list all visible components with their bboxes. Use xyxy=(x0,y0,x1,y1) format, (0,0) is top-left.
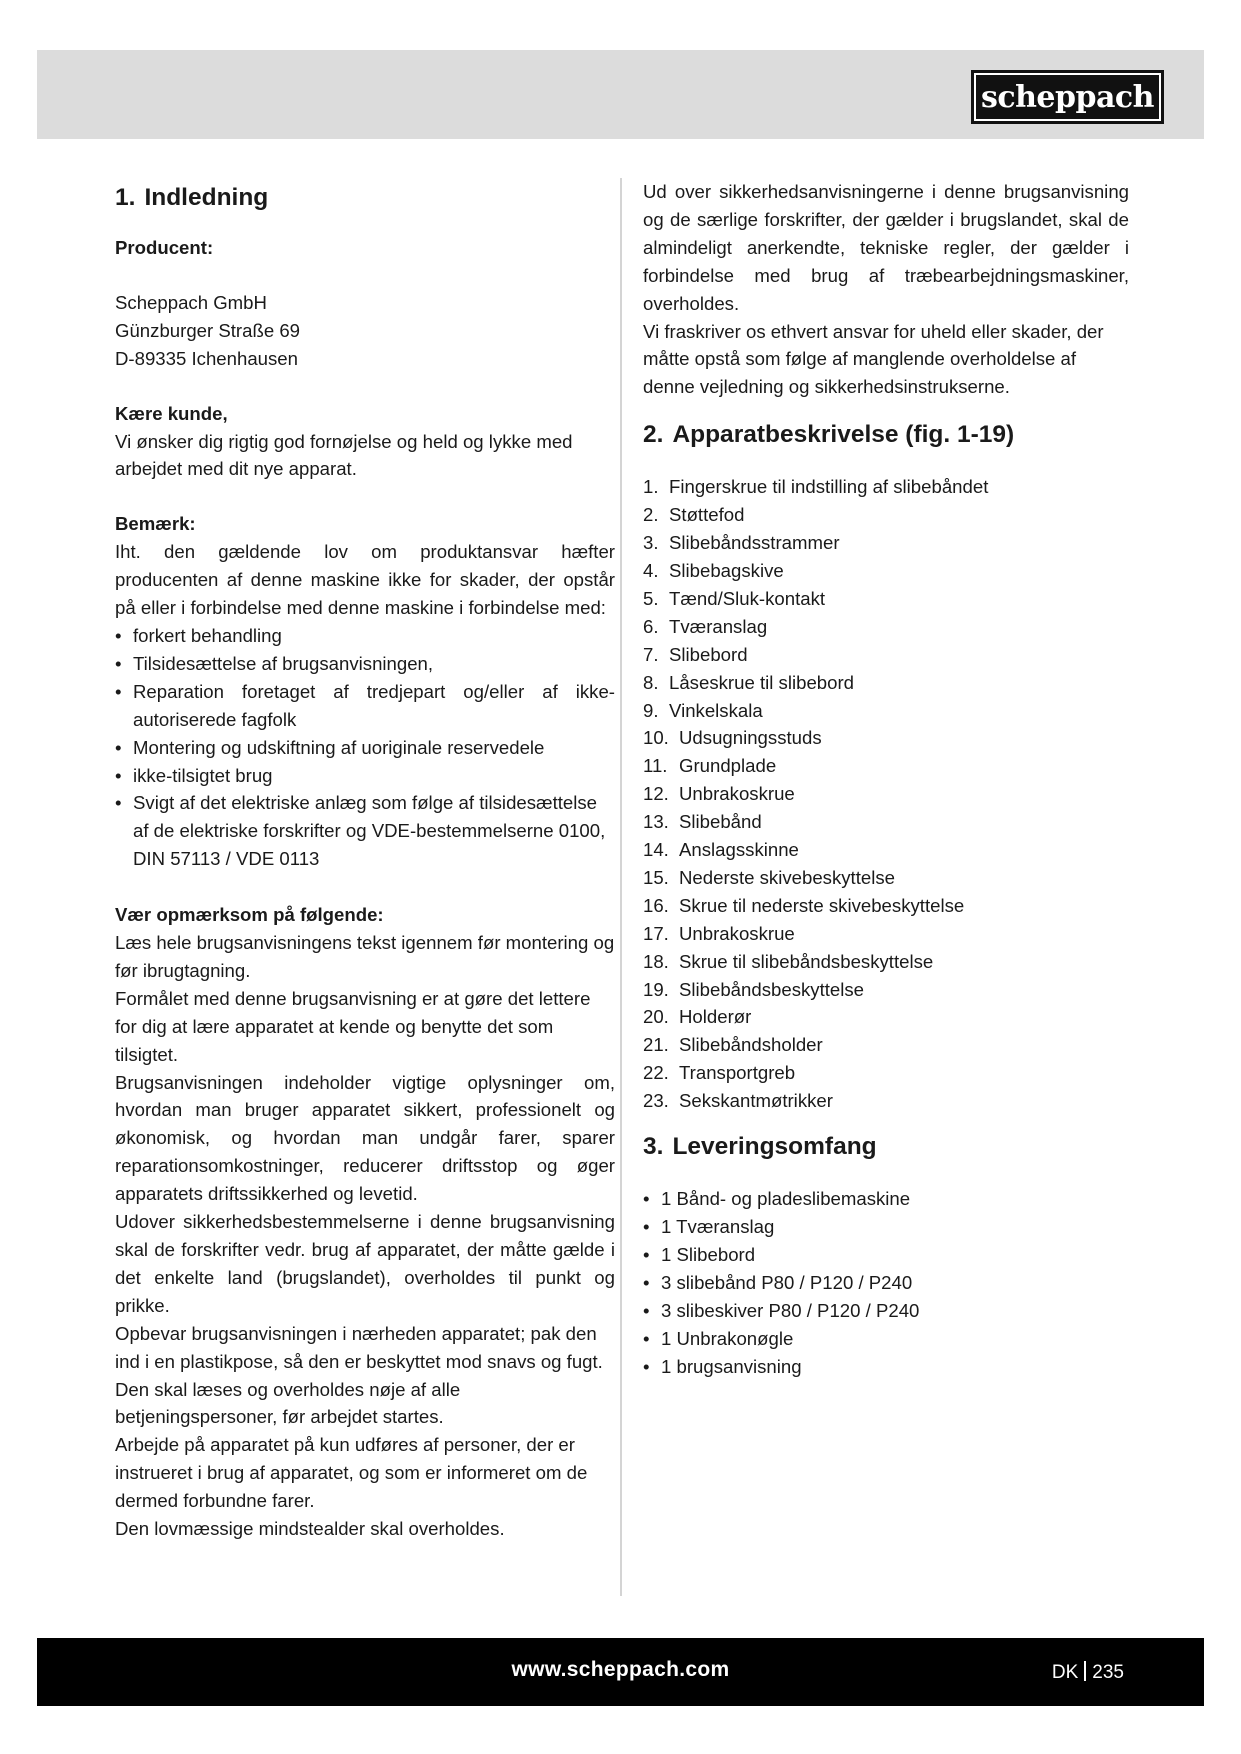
list-item: 9. Vinkelskala xyxy=(643,699,763,721)
parts-list xyxy=(643,473,1129,1115)
list-item: 8. Låseskrue til slibebord xyxy=(643,671,855,693)
list-item: 2. Støttefod xyxy=(643,504,745,526)
list-item: 11. Grundplade xyxy=(643,755,777,777)
list-item: • forkert behandling xyxy=(115,622,615,650)
attention-paragraph: Arbejde på apparatet på kun udføres af personer, der er instrueret i brug af apparatet, og som er informeret om de dermed forbundne farer. xyxy=(115,1434,588,1512)
right-paragraph: Ud over sikkerhedsanvisningerne i denne brugsanvisning og de særlige forskrifter, der gælder i brugslandet, skal de almindeligt anerkendte, tekniske regler, der gælder i forbindelse med brug af træbearbejdningsmaskiner, overholdes. xyxy=(643,181,1129,314)
greeting-label: Kære kunde, xyxy=(115,402,228,424)
list-item: 10. Udsugningsstuds xyxy=(643,727,822,749)
scheppach-logo: scheppach xyxy=(971,70,1164,124)
list-item: 16. Skrue til nederste skivebeskyttelse xyxy=(643,894,965,916)
producer-address: Scheppach GmbH Günzburger Straße 69 D-89335 Ichenhausen xyxy=(115,291,301,369)
greeting-text: Vi ønsker dig rigtig god fornøjelse og held og lykke med arbejdet med dit nye apparat. xyxy=(115,430,573,480)
section-1-heading: 1. Indledning xyxy=(115,184,269,211)
note-list xyxy=(115,622,615,873)
list-item: 12. Unbrakoskrue xyxy=(643,783,795,805)
list-item: • 1 Slibebord xyxy=(643,1241,1129,1269)
page-num: 235 xyxy=(1092,1662,1124,1683)
list-item: • 1 brugsanvisning xyxy=(643,1353,1129,1381)
right-column xyxy=(643,178,1129,1380)
list-item: • Tilsidesættelse af brugsanvisningen, xyxy=(115,650,615,678)
attention-paragraph: Brugsanvisningen indeholder vigtige oplysninger om, hvordan man bruger apparatet sikkert, professionelt og økonomisk, og hvordan man undgår farer, sparer reparationsomkostninger, reducerer driftsstop og øger apparatets driftssikkerhed og levetid. xyxy=(115,1071,615,1205)
section-2-heading: 2. Apparatbeskrivelse (fig. 1-19) xyxy=(643,421,1015,449)
list-item: • 3 slibebånd P80 / P120 / P240 xyxy=(643,1269,1129,1297)
list-item: • 1 Unbrakonøgle xyxy=(643,1325,1129,1353)
delivery-list xyxy=(643,1185,1129,1380)
list-item: 14. Anslagsskinne xyxy=(643,839,799,861)
page-header xyxy=(37,50,1204,139)
note-label: Bemærk: xyxy=(115,513,196,535)
attention-label: Vær opmærksom på følgende: xyxy=(115,904,384,926)
left-column xyxy=(115,178,615,1543)
list-item: 4. Slibebagskive xyxy=(643,559,784,581)
list-item: 15. Nederste skivebeskyttelse xyxy=(643,866,895,888)
attention-paragraph: Den lovmæssige mindstealder skal overholdes. xyxy=(115,1518,505,1540)
right-paragraph: Vi fraskriver os ethvert ansvar for uheld eller skader, der måtte opstå som følge af manglende overholdelse af denne vejledning og sikkerhedsinstrukserne. xyxy=(643,320,1104,398)
list-item: 5. Tænd/Sluk-kontakt xyxy=(643,587,826,609)
list-item: 13. Slibebånd xyxy=(643,811,762,833)
list-item: • Montering og udskiftning af uoriginale reservedele xyxy=(115,734,615,762)
list-item: 18. Skrue til slibebåndsbeskyttelse xyxy=(643,950,934,972)
website-url: www.scheppach.com xyxy=(511,1658,730,1681)
list-item: 6. Tværanslag xyxy=(643,615,768,637)
list-item: • Reparation foretaget af tredjepart og/eller af ikke-autoriserede fagfolk xyxy=(115,678,615,734)
list-item: 23. Sekskantmøtrikker xyxy=(643,1090,833,1112)
attention-paragraph: Udover sikkerhedsbestemmelserne i denne brugsanvisning skal de forskrifter vedr. brug af apparatet, der måtte gælde i det enkelte land (brugslandet), overholdes til punkt og prikke. xyxy=(115,1211,615,1316)
attention-paragraph: Formålet med denne brugsanvisning er at gøre det lettere for dig at lære apparatet at kende og benytte det som tilsigtet. xyxy=(115,987,591,1065)
language-code: DK xyxy=(1051,1662,1079,1683)
list-item: • 1 Tværanslag xyxy=(643,1213,1129,1241)
column-divider xyxy=(620,178,622,1596)
section-3-heading: 3. Leveringsomfang xyxy=(643,1133,877,1161)
page-number xyxy=(1052,1661,1124,1684)
attention-paragraph: Opbevar brugsanvisningen i nærheden apparatet; pak den ind i en plastikpose, så den er beskyttet mod snavs og fugt. Den skal læses og overholdes nøje af alle betjeningspersoner, før arbejdet startes. xyxy=(115,1322,603,1428)
list-item: 7. Slibebord xyxy=(643,643,748,665)
list-item: • Svigt af det elektriske anlæg som følge af tilsidesættelse af de elektriske forskrifter og VDE-bestemmelserne 0100, DIN 57113 / VDE 0113 xyxy=(115,789,615,873)
list-item: • 1 Bånd- og pladeslibemaskine xyxy=(643,1185,1129,1213)
attention-paragraph: Læs hele brugsanvisningens tekst igennem før montering og før ibrugtagning. xyxy=(115,932,615,981)
list-item: • 3 slibeskiver P80 / P120 / P240 xyxy=(643,1297,1129,1325)
list-item: 19. Slibebåndsbeskyttelse xyxy=(643,978,865,1000)
list-item: 20. Holderør xyxy=(643,1006,752,1028)
list-item: • ikke-tilsigtet brug xyxy=(115,762,615,790)
list-item: 17. Unbrakoskrue xyxy=(643,922,795,944)
note-text: Iht. den gældende lov om produktansvar hæfter producenten af denne maskine ikke for skader, der opstår på eller i forbindelse med denne maskine i forbindelse med: xyxy=(115,541,615,619)
list-item: 22. Transportgreb xyxy=(643,1062,796,1084)
list-item: 21. Slibebåndsholder xyxy=(643,1034,823,1056)
page-footer xyxy=(37,1638,1204,1706)
list-item: 1. Fingerskrue til indstilling af slibebåndet xyxy=(643,476,989,498)
producer-label: Producent: xyxy=(115,237,214,258)
list-item: 3. Slibebåndsstrammer xyxy=(643,532,840,554)
